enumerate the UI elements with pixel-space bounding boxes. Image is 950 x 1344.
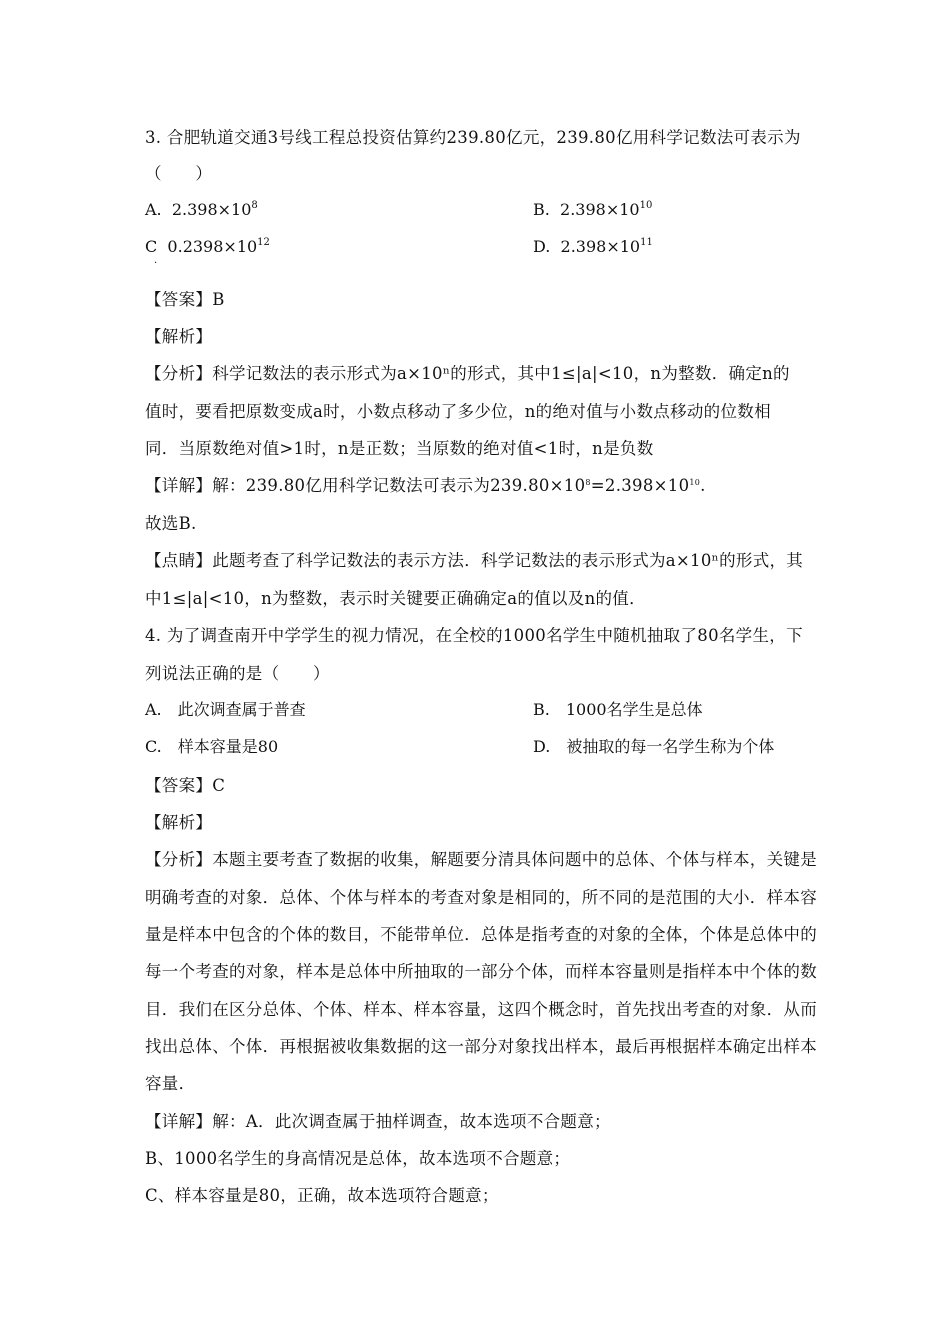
- q4-analysis-line: 【分析】本题主要考查了数据的收集，解题要分清具体问题中的总体、个体与样本，关键是: [145, 850, 817, 869]
- q4-stem-line2: 列说法正确的是（ ）: [145, 664, 330, 683]
- q4-analysis-line: 容量．: [145, 1074, 196, 1093]
- q3-option-c: C $0.2398\times 10^{12}$: [145, 237, 270, 256]
- q4-jiexi: 【解析】: [145, 813, 213, 832]
- q3-detail: 【详解】解：239.80亿用科学记数法可表示为$239.80\times 10^8=2.398\times 10^{10}$.: [145, 476, 706, 495]
- q3-option-a: A. $2.398\times 10^8$: [145, 200, 258, 219]
- q4-option-a: A. 此次调查属于普查: [145, 700, 306, 719]
- q3-comment-line: 中1≤|a|<10，n为整数，表示时关键要正确确定a的值以及n的值．: [145, 589, 646, 608]
- option-c-dot: ·: [154, 258, 158, 269]
- q4-analysis-line: 找出总体、个体．再根据被收集数据的这一部分对象找出样本，最后再根据样本确定出样本: [145, 1037, 817, 1056]
- q3-jiexi: 【解析】: [145, 327, 213, 346]
- q4-option-d: D. 被抽取的每一名学生称为个体: [533, 737, 775, 756]
- q4-detail-line: C、样本容量是80，正确，故本选项符合题意；: [145, 1186, 499, 1205]
- q3-stem-line1: 3. 合肥轨道交通3号线工程总投资估算约239.80亿元，239.80亿用科学记数法可表示为: [145, 128, 801, 147]
- q4-stem-line1: 4. 为了调查南开中学学生的视力情况，在全校的1000名学生中随机抽取了80名学生，下: [145, 626, 803, 645]
- q3-answer: 【答案】B: [145, 290, 225, 309]
- q4-analysis-line: 明确考查的对象．总体、个体与样本的考查对象是相同的，所不同的是范围的大小．样本容: [145, 888, 817, 907]
- q4-detail-line: 【详解】解：A．此次调查属于抽样调查，故本选项不合题意；: [145, 1112, 611, 1131]
- q4-detail-line: B、1000名学生的身高情况是总体，故本选项不合题意；: [145, 1149, 571, 1168]
- q3-analysis-line: 值时，要看把原数变成a时，小数点移动了多少位，n的绝对值与小数点移动的位数相: [145, 402, 771, 421]
- q3-stem-line2: （ ）: [145, 164, 213, 183]
- q3-option-b: B. $2.398\times 10^{10}$: [533, 200, 653, 219]
- q4-option-b: B. 1000名学生是总体: [533, 700, 703, 719]
- q4-analysis-line: 每一个考查的对象，样本是总体中所抽取的一部分个体，而样本容量则是指样本中个体的数: [145, 962, 817, 981]
- q3-comment-line: 【点睛】此题考查了科学记数法的表示方法．科学记数法的表示形式为a×10ⁿ的形式，其: [145, 551, 804, 570]
- q3-choose: 故选B.: [145, 514, 197, 533]
- q3-option-d: D. $2.398\times 10^{11}$: [533, 237, 653, 256]
- q4-option-c: C. 样本容量是80: [145, 737, 279, 756]
- q3-analysis-line: 【分析】科学记数法的表示形式为a×10ⁿ的形式，其中1≤|a|<10，n为整数．确定n的: [145, 364, 790, 383]
- q4-analysis-line: 目．我们在区分总体、个体、样本、样本容量，这四个概念时，首先找出考查的对象．从而: [145, 1000, 817, 1019]
- q4-analysis-line: 量是样本中包含的个体的数目，不能带单位．总体是指考查的对象的全体，个体是总体中的: [145, 925, 817, 944]
- q3-analysis-line: 同．当原数绝对值>1时，n是正数；当原数的绝对值<1时，n是负数: [145, 439, 654, 458]
- q4-answer: 【答案】C: [145, 776, 226, 795]
